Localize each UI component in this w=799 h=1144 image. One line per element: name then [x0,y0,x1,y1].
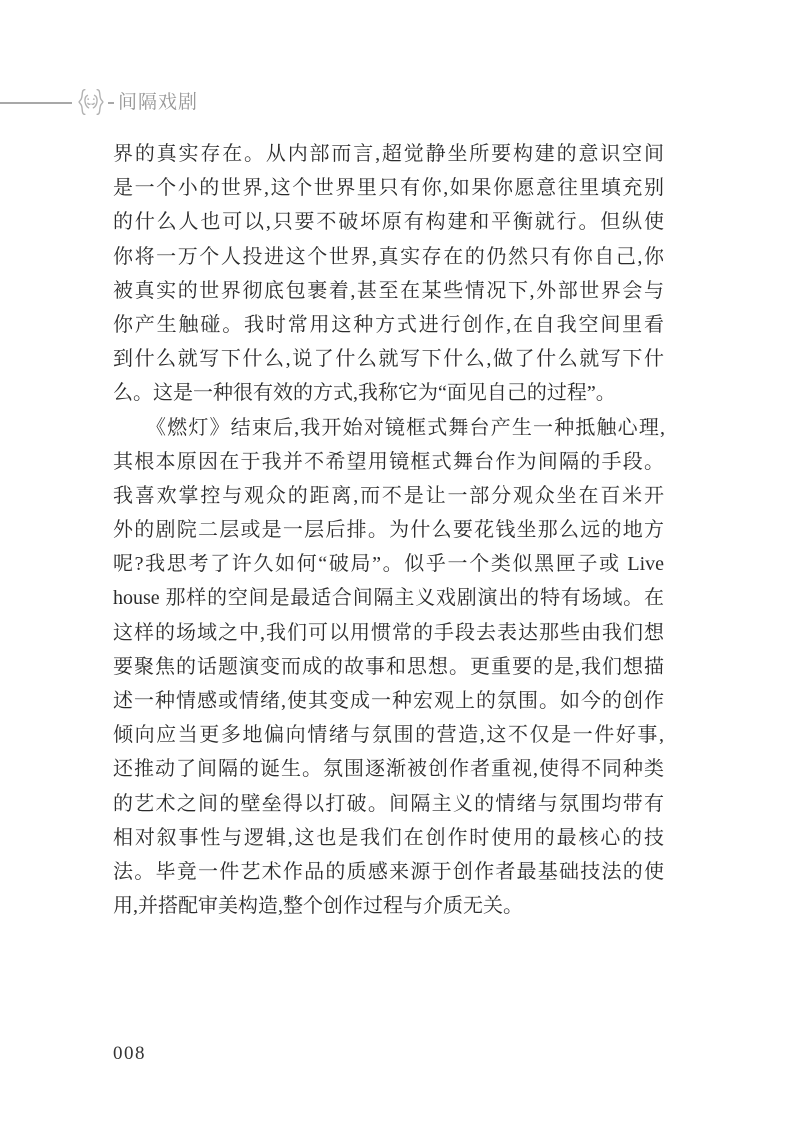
text-line: 还推动了间隔的诞生。氛围逐渐被创作者重视,使得不同种类 [113,758,664,781]
page-number: 008 [113,1043,146,1064]
text-line: house 那样的空间是最适合间隔主义戏剧演出的特有场域。在 [113,587,664,610]
text-line: 法。毕竟一件艺术作品的质感来源于创作者最基础技法的使 [113,860,664,883]
text-line: 相对叙事性与逻辑,这也是我们在创作时使用的最核心的技 [113,826,664,849]
text-line: 我喜欢掌控与观众的距离,而不是让一部分观众坐在百米开 [113,484,664,507]
book-title: 间隔戏剧 [118,92,199,113]
text-line: 《燃灯》结束后,我开始对镜框式舞台产生一种抵触心理, [146,416,664,439]
text-line: 这样的场域之中,我们可以用惯常的手段去表达那些由我们想 [113,621,664,644]
text-line: 的什么人也可以,只要不破坏原有构建和平衡就行。但纵使 [113,211,664,234]
text-line: 到什么就写下什么,说了什么就写下什么,做了什么就写下什 [113,348,664,371]
text-line: 你将一万个人投进这个世界,真实存在的仍然只有你自己,你 [113,245,664,268]
text-line: 述一种情感或情绪,使其变成一种宏观上的氛围。如今的创作 [113,690,664,712]
text-line: 么。这是一种很有效的方式,我称它为“面见自己的过程”。 [113,382,616,405]
text-line: 界的真实存在。从内部而言,超觉静坐所要构建的意识空间 [113,143,664,165]
text-line: 外的剧院二层或是一层后排。为什么要花钱坐那么远的地方 [113,519,664,542]
text-line: 你产生触碰。我时常用这种方式进行创作,在自我空间里看 [113,313,664,336]
text-line: 是一个小的世界,这个世界里只有你,如果你愿意往里填充别 [113,177,664,200]
text-line: 被真实的世界彻底包裹着,甚至在某些情况下,外部世界会与 [113,279,664,302]
body-text [113,137,664,923]
text-line: 要聚焦的话题演变而成的故事和思想。更重要的是,我们想描 [113,655,664,678]
header-dash [108,102,114,104]
theater-masks-icon [76,87,106,117]
text-line: 的艺术之间的壁垒得以打破。间隔主义的情绪与氛围均带有 [113,792,664,815]
text-line: 呢?我思考了许久如何“破局”。似乎一个类似黑匣子或 Live [113,553,664,576]
text-line: 倾向应当更多地偏向情绪与氛围的营造,这不仅是一件好事, [113,724,664,747]
text-line: 其根本原因在于我并不希望用镜框式舞台作为间隔的手段。 [113,450,664,473]
header-rule [0,102,72,104]
text-line: 用,并搭配审美构造,整个创作过程与介质无关。 [113,895,523,918]
